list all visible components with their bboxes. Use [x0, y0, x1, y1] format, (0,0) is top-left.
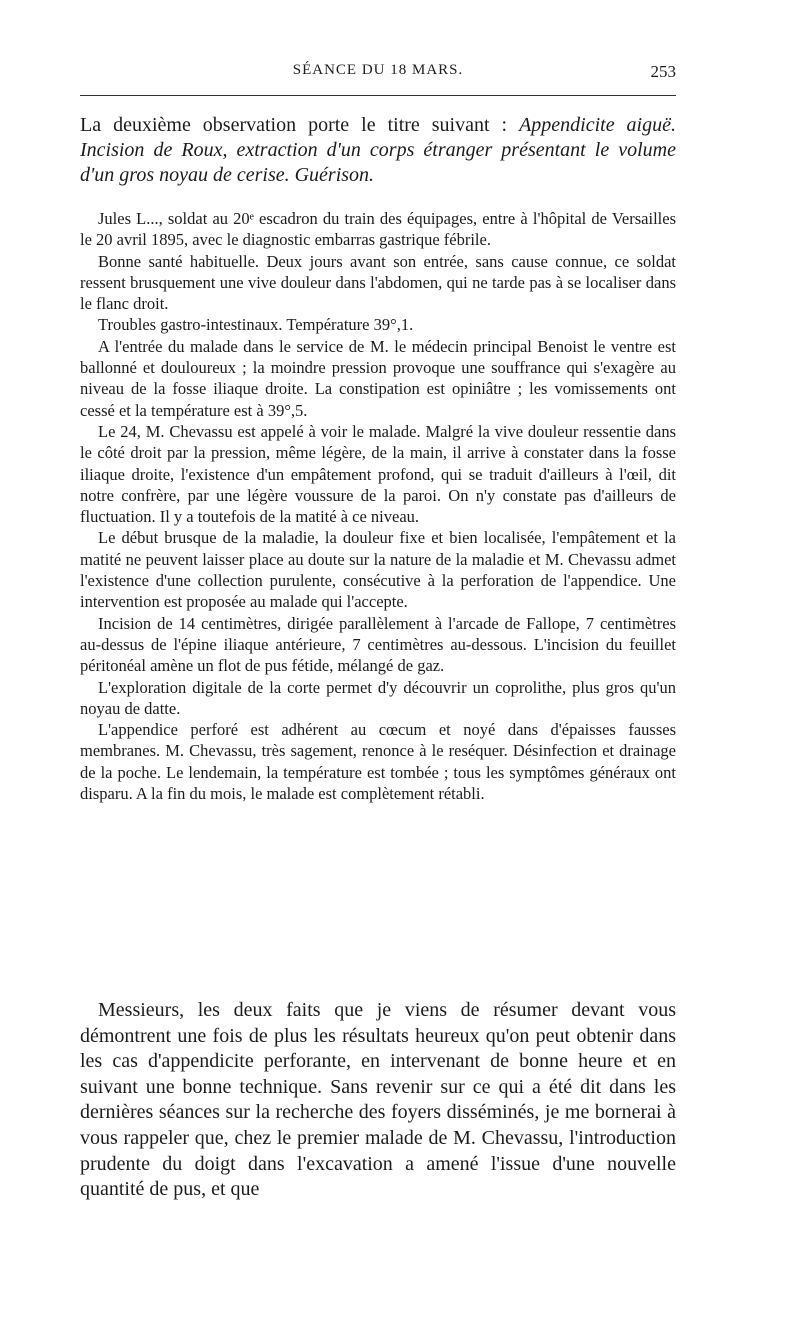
- paragraph: L'appendice perforé est adhérent au cœcum et noyé dans d'épaisses fausses membranes. M. Chevassu, très sagement, renonce à le reséquer. Désinfection et drainage de la poche. Le lendemain, la température est tombée ; tous les symptômes généraux ont disparu. A la fin du mois, le malade est complètement rétabli.: [80, 720, 676, 804]
- heading-lead: La deuxième observation porte le titre suivant :: [80, 114, 520, 136]
- closing-text: [80, 998, 676, 1203]
- observation-title: Appendicite aiguë. Incision de Roux, extraction d'un corps étranger présentant le volume d'un gros noyau de cerise. Guérison.: [80, 114, 676, 186]
- running-title: SÉANCE DU 18 MARS.: [292, 62, 464, 78]
- paragraph: Le 24, M. Chevassu est appelé à voir le malade. Malgré la vive douleur ressentie dans le côté droit par la pression, même légère, de la main, il arrive à constater dans la fosse iliaque droite, l'existence d'un empâtement profond, qui se traduit d'ailleurs à l'œil, dit notre confrère, par une légère voussure de la paroi. On n'y constate pas d'ailleurs de fluctuation. Il y a toutefois de la matité à ce niveau.: [80, 421, 676, 527]
- paragraph: L'exploration digitale de la corte permet d'y découvrir un coprolithe, plus gros qu'un noyau de datte.: [80, 677, 676, 718]
- observation-heading: [80, 113, 676, 188]
- running-header: [80, 62, 676, 86]
- closing-paragraph: Messieurs, les deux faits que je viens de résumer devant vous démontrent une fois de plus les résultats heureux qu'on peut obtenir dans les cas d'appendicite perforante, en intervenant de bonne heure et en suivant une bonne technique. Sans revenir sur ce qui a été dit dans les dernières séances sur la recherche des foyers disséminés, je me bornerai à vous rappeler que, chez le premier malade de M. Chevassu, l'introduction prudente du doigt dans l'excavation a amené l'issue d'une nouvelle quantité de pus, et que: [80, 999, 676, 1201]
- paragraph: Incision de 14 centimètres, dirigée parallèlement à l'arcade de Fallope, 7 centimètres au-dessus de l'épine iliaque antérieure, 7 centimètres au-dessous. L'incision du feuillet péritonéal amène un flot de pus fétide, mélangé de gaz.: [80, 613, 676, 676]
- paragraph: Le début brusque de la maladie, la douleur fixe et bien localisée, l'empâtement et la matité ne peuvent laisser place au doute sur la nature de la maladie et M. Chevassu admet l'existence d'une collection purulente, consécutive à la perforation de l'appendice. Une intervention est proposée au malade qui l'accepte.: [80, 528, 676, 612]
- paragraph: Troubles gastro-intestinaux. Température 39°,1.: [98, 315, 414, 335]
- observation-body: [80, 208, 676, 804]
- paragraph: Jules L..., soldat au 20ᵉ escadron du train des équipages, entre à l'hôpital de Versailles le 20 avril 1895, avec le diagnostic embarras gastrique fébrile.: [80, 209, 676, 250]
- header-rule: [80, 95, 676, 96]
- page-number: 253: [650, 62, 676, 81]
- paragraph: A l'entrée du malade dans le service de M. le médecin principal Benoist le ventre est ballonné et douloureux ; la moindre pression provoque une souffrance qui s'exagère au niveau de la fosse iliaque droite. La constipation est opiniâtre ; les vomissements ont cessé et la température est à 39°,5.: [80, 336, 676, 420]
- paragraph: Bonne santé habituelle. Deux jours avant son entrée, sans cause connue, ce soldat ressent brusquement une vive douleur dans l'abdomen, qui ne tarde pas à se localiser dans le flanc droit.: [80, 251, 676, 314]
